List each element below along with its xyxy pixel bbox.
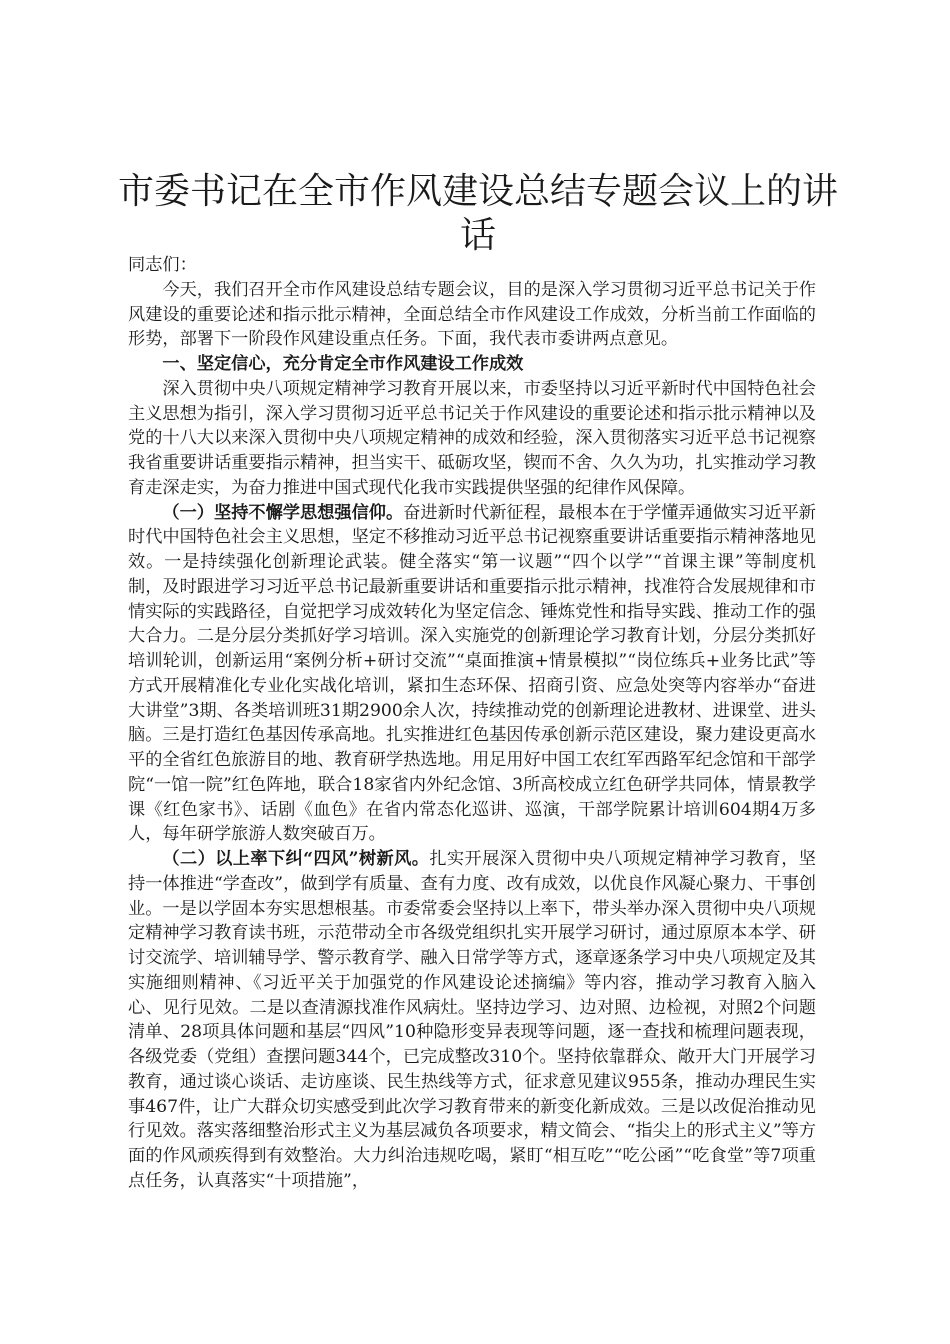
subsection-1-text: 奋进新时代新征程，最根本在于学懂弄通做实习近平新时代中国特色社会主义思想，坚定不移推动习近平总书记视察重要讲话重要指示精神落地见效。一是持续强化创新理论武装。健全落实“第一议题”“四个以学”“首课主课”等制度机制，及时跟进学习习近平总书记最新重要讲话和重要指示批示精神，找准符合发展规律和市情实际的实践路径，自觉把学习成效转化为坚定信念、锤炼党性和指导实践、推动工作的强大合力。二是分层分类抓好学习培训。深入实施党的创新理论学习教育计划，分层分类抓好培训轮训，创新运用“案例分析+研讨交流”“桌面推演+情景模拟”“岗位练兵+业务比武”等方式开展精准化专业化实战化培训，紧扣生态环保、招商引资、应急处突等内容举办“奋进大讲堂”3期、各类培训班31期2900余人次，持续推动党的创新理论进教材、进课堂、进头脑。三是打造红色基因传承高地。扎实推进红色基因传承创新示范区建设，聚力建设更高水平的全省红色旅游目的地、教育研学热选地。用足用好中国工农红军西路军纪念馆和干部学院“一馆一院”红色阵地，联合18家省内外纪念馆、3所高校成立红色研学共同体，情景教学课《红色家书》、话剧《血色》在省内常态化巡讲、巡演，干部学院累计培训604期4万多人，每年研学旅游人数突破百万。 (128, 502, 816, 845)
salutation: 同志们： (128, 255, 197, 275)
subsection-2-paragraph (128, 847, 816, 1194)
subsection-2-heading: （二）以上率下纠“四风”树新风。 (162, 849, 430, 869)
section-1-paragraph: 深入贯彻中央八项规定精神学习教育开展以来，市委坚持以习近平新时代中国特色社会主义思想为指引，深入学习贯彻习近平总书记关于作风建设的重要论述和指示批示精神以及党的十八大以来深入贯彻中央八项规定精神的成效和经验，深入贯彻落实习近平总书记视察我省重要讲话重要指示精神，担当实干、砥砺攻坚，锲而不舍、久久为功，扎实推动学习教育走深走实，为奋力推进中国式现代化我市实践提供坚强的纪律作风保障。 (128, 378, 816, 498)
intro-paragraph: 今天，我们召开全市作风建设总结专题会议，目的是深入学习贯彻习近平总书记关于作风建设的重要论述和指示批示精神，全面总结全市作风建设工作成效，分析当前工作面临的形势，部署下一阶段作风建设重点任务。下面，我代表市委讲两点意见。 (128, 279, 816, 350)
section-heading-1: 一、坚定信心，充分肯定全市作风建设工作成效 (162, 354, 524, 374)
subsection-1-heading: （一）坚持不懈学思想强信仰。 (162, 502, 404, 523)
document-title: 市委书记在全市作风建设总结专题会议上的讲话 (118, 171, 839, 256)
document-body (128, 253, 816, 1194)
subsection-2-text: 扎实开展深入贯彻中央八项规定精神学习教育，坚持一体推进“学查改”，做到学有质量、查有力度、改有成效，以优良作风凝心聚力、干事创业。一是以学固本夯实思想根基。市委常委会坚持以上率下，带头举办深入贯彻中央八项规定精神学习教育读书班，示范带动全市各级党组织扎实开展学习研讨，通过原原本本学、研讨交流学、培训辅导学、警示教育学、融入日常学等方式，逐章逐条学习中央八项规定及其实施细则精神、《习近平关于加强党的作风建设论述摘编》等内容，推动学习教育入脑入心、见行见效。二是以查清源找准作风病灶。坚持边学习、边对照、边检视，对照2个问题清单、28项具体问题和基层“四风”10种隐形变异表现等问题，逐一查找和梳理问题表现，各级党委（党组）查摆问题344个，已完成整改310个。坚持依靠群众、敞开大门开展学习教育，通过谈心谈话、走访座谈、民生热线等方式，征求意见建议955条，推动办理民生实事467件，让广大群众切实感受到此次学习教育带来的新变化新成效。三是以改促治推动见行见效。落实落细整治形式主义为基层减负各项要求，精文简会、“指尖上的形式主义”等方面的作风顽疾得到有效整治。大力纠治违规吃喝，紧盯“相互吃”“吃公函”“吃食堂”等7项重点任务，认真落实“十项措施”， (128, 849, 816, 1191)
subsection-1-paragraph (128, 501, 816, 848)
